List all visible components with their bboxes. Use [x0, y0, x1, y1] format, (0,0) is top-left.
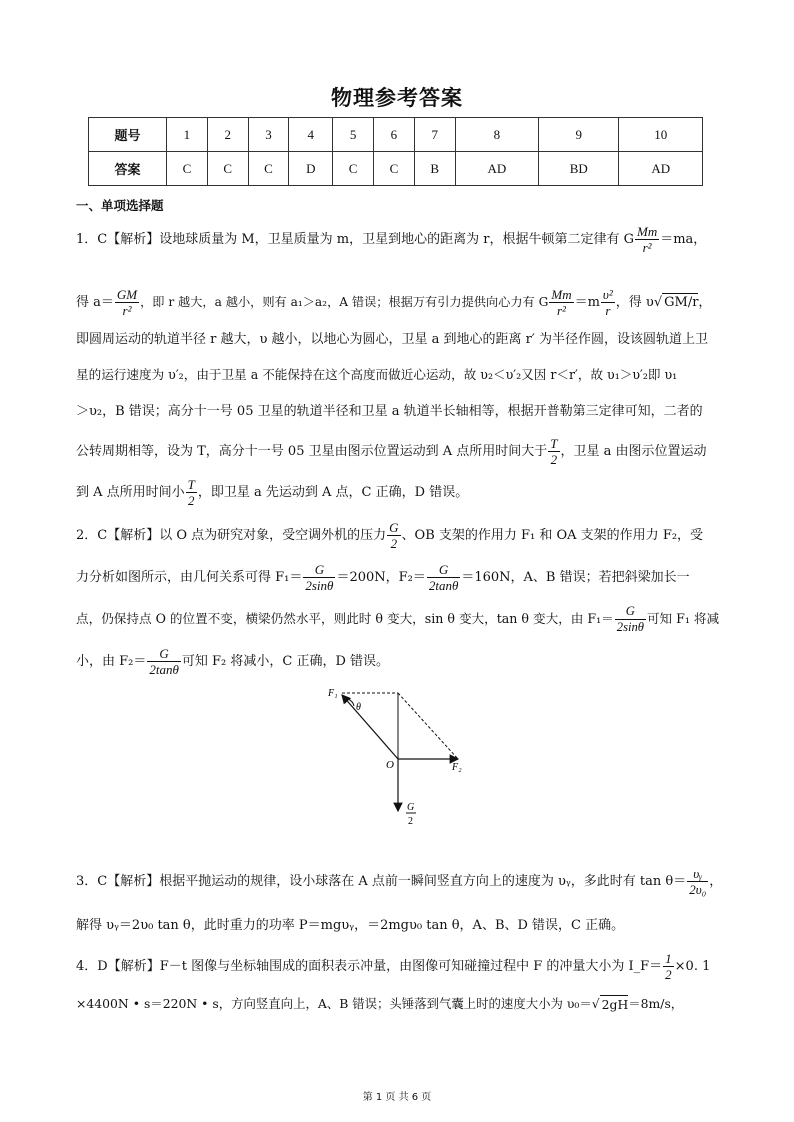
- table-cell: AD: [455, 152, 538, 186]
- q1-line-2: [76, 287, 718, 318]
- numerator: G: [615, 604, 646, 620]
- g-numerator: G: [407, 802, 415, 813]
- theta-label: θ: [356, 702, 361, 713]
- denominator: r: [605, 303, 611, 318]
- numerator: G: [427, 562, 461, 578]
- text: ×4400N • s＝220N • s，方向竖直向上，A、B 错误；头锤落到气囊上时的速度大小为 υ₀＝: [76, 996, 592, 1011]
- sqrt-expression: √ GM/r: [653, 295, 699, 310]
- numerator: υᵧ: [687, 866, 708, 882]
- denominator: 2: [390, 536, 398, 551]
- text: 公转周期相等，设为 T，高分十一号 05 卫星由图示位置运动到 A 点所用时间大于: [76, 444, 548, 459]
- g-denominator: 2: [408, 816, 413, 827]
- text: 3．C【解析】根据平抛运动的规律，设小球落在 A 点前一瞬间竖直方向上的速度为 υᵧ，多此时有 tan θ＝: [76, 874, 687, 889]
- denominator: r²: [642, 240, 652, 255]
- fraction: [387, 520, 400, 551]
- denominator: r²: [122, 303, 132, 318]
- table-cell: C: [207, 152, 248, 186]
- table-cell: AD: [619, 152, 703, 186]
- denominator: 2υ₀: [689, 882, 707, 897]
- q1-line-3: 即圆周运动的轨道半径 r 越大，υ 越小，以地心为圆心，卫星 a 到地心的距离 r′ 为半径作圆，设该圆轨道上卫: [76, 332, 708, 347]
- text: ，得 υ: [615, 295, 654, 310]
- table-cell: 5: [333, 118, 374, 152]
- table-cell: C: [167, 152, 208, 186]
- table-cell: 9: [539, 118, 619, 152]
- text: ＝8m/s，: [628, 996, 684, 1011]
- page-footer: 第 1 页 共 6 页: [362, 1092, 432, 1103]
- fraction: [663, 951, 674, 982]
- answer-table: [88, 117, 703, 186]
- numerator: T: [187, 477, 195, 492]
- numerator: G: [389, 520, 399, 535]
- denominator: 2: [665, 967, 672, 982]
- numerator: GM: [116, 287, 138, 302]
- denominator: r²: [556, 303, 566, 318]
- table-cell: 7: [414, 118, 455, 152]
- fraction: [687, 866, 708, 897]
- text: 4．D【解析】F－t 图像与坐标轴围成的面积表示冲量，由图像可知碰撞过程中 F 的冲量大小为 I_F＝: [76, 959, 663, 974]
- numerator: G: [303, 562, 335, 578]
- q2-line-3: [76, 604, 718, 635]
- table-answer-label: 答案: [89, 152, 167, 186]
- table-cell: BD: [539, 152, 619, 186]
- table-header-label: 题号: [89, 118, 167, 152]
- q2-line-1: [76, 520, 718, 551]
- table-cell: 10: [619, 118, 703, 152]
- f1-label: F₁: [328, 688, 338, 699]
- text: ＝ma，: [660, 232, 707, 247]
- text: ＝200N，F₂＝: [336, 570, 426, 585]
- fraction: [635, 224, 659, 255]
- text: ＝160N，A、B 错误；若把斜梁加长一: [461, 570, 690, 585]
- table-cell: 6: [374, 118, 415, 152]
- table-cell: 2: [207, 118, 248, 152]
- q2-line-2: [76, 562, 718, 593]
- q3-line-1: [76, 866, 723, 897]
- numerator: T: [550, 436, 558, 451]
- force-diagram: [320, 686, 480, 836]
- fraction: [186, 477, 197, 508]
- section-heading: 一、单项选择题: [76, 198, 164, 213]
- table-cell: D: [289, 152, 333, 186]
- fraction: [115, 287, 139, 318]
- radicand: 2gH: [601, 997, 629, 1012]
- page-title: 物理参考答案: [331, 86, 463, 110]
- q1-line-5: ＞υ₂，B 错误；高分十一号 05 卫星的轨道半径和卫星 a 轨道半长轴相等，根据开普勒第三定律可知，二者的: [76, 404, 703, 419]
- text: 到 A 点所用时间小: [76, 485, 185, 500]
- fraction: [601, 287, 615, 318]
- q2-line-4: [76, 646, 718, 677]
- text: ，即卫星 a 先运动到 A 点，C 正确，D 错误。: [197, 485, 469, 500]
- denominator: 2tanθ: [149, 662, 179, 677]
- text: ，: [698, 295, 712, 310]
- fraction: [147, 646, 181, 677]
- q4-line-2: [76, 995, 718, 1014]
- table-row: [89, 152, 703, 186]
- f2-label: F₂: [452, 762, 462, 773]
- fraction: [549, 287, 573, 318]
- fraction: [427, 562, 461, 593]
- text: ，: [709, 874, 723, 889]
- table-cell: 1: [167, 118, 208, 152]
- numerator: Mm: [637, 224, 658, 239]
- numerator: G: [147, 646, 181, 662]
- denominator: 2: [188, 493, 195, 508]
- table-cell: B: [414, 152, 455, 186]
- f1-arrow: [342, 695, 398, 759]
- fraction: [615, 604, 646, 635]
- text: 得 a＝: [76, 295, 114, 310]
- table-cell: 3: [248, 118, 289, 152]
- q3-line-2: 解得 υᵧ＝2υ₀ tan θ，此时重力的功率 P＝mgυᵧ，＝2mgυ₀ tan θ，A、B、D 错误，C 正确。: [76, 918, 625, 933]
- numerator: Mm: [551, 287, 572, 302]
- table-cell: C: [333, 152, 374, 186]
- table-cell: C: [248, 152, 289, 186]
- dashed-diagonal: [398, 693, 458, 759]
- table-row: [89, 118, 703, 152]
- text: 小，由 F₂＝: [76, 654, 147, 669]
- text: 2．C【解析】以 O 点为研究对象，受空调外机的压力: [76, 528, 387, 543]
- text: ，卫星 a 由图示位置运动: [560, 444, 707, 459]
- fraction: [303, 562, 335, 593]
- text: 点，仍保持点 O 的位置不变，横梁仍然水平，则此时 θ 变大，sin θ 变大，tan θ 变大，由 F₁＝: [76, 611, 614, 626]
- o-label: O: [386, 759, 394, 771]
- table-cell: 4: [289, 118, 333, 152]
- q1-line-1: [76, 224, 718, 255]
- numerator: υ²: [602, 287, 613, 302]
- q4-line-1: [76, 951, 718, 982]
- denominator: 2sinθ: [305, 578, 334, 593]
- q1-line-6: [76, 436, 718, 467]
- text: 可知 F₁ 将减: [646, 611, 720, 626]
- fraction: [548, 436, 559, 467]
- denominator: 2tanθ: [428, 578, 459, 593]
- q1-line-4: 星的运行速度为 υ′₂，由于卫星 a 不能保持在这个高度而做近心运动，故 υ₂＜υ′₂又因 r＜r′，故 υ₁＞υ′₂即 υ₁: [76, 367, 678, 382]
- text: ×0. 1: [674, 959, 711, 974]
- text: ，即 r 越大，a 越小，则有 a₁＞a₂，A 错误；根据万有引力提供向心力有 G: [140, 295, 549, 309]
- text: ＝m: [574, 295, 600, 310]
- denominator: 2: [550, 452, 558, 467]
- text: 、OB 支架的作用力 F₁ 和 OA 支架的作用力 F₂，受: [401, 528, 704, 543]
- numerator: 1: [665, 951, 672, 966]
- table-cell: C: [374, 152, 415, 186]
- text: 力分析如图所示，由几何关系可得 F₁＝: [76, 570, 303, 585]
- text: 1．C【解析】设地球质量为 M，卫星质量为 m，卫星到地心的距离为 r，根据牛顿第二定律有 G: [76, 232, 634, 247]
- sqrt-expression: √ 2gH: [591, 996, 629, 1012]
- denominator: 2sinθ: [616, 620, 644, 634]
- radicand: GM/r: [664, 295, 699, 310]
- table-cell: 8: [455, 118, 538, 152]
- text: 可知 F₂ 将减小，C 正确，D 错误。: [181, 654, 390, 669]
- q1-line-7: [76, 477, 718, 508]
